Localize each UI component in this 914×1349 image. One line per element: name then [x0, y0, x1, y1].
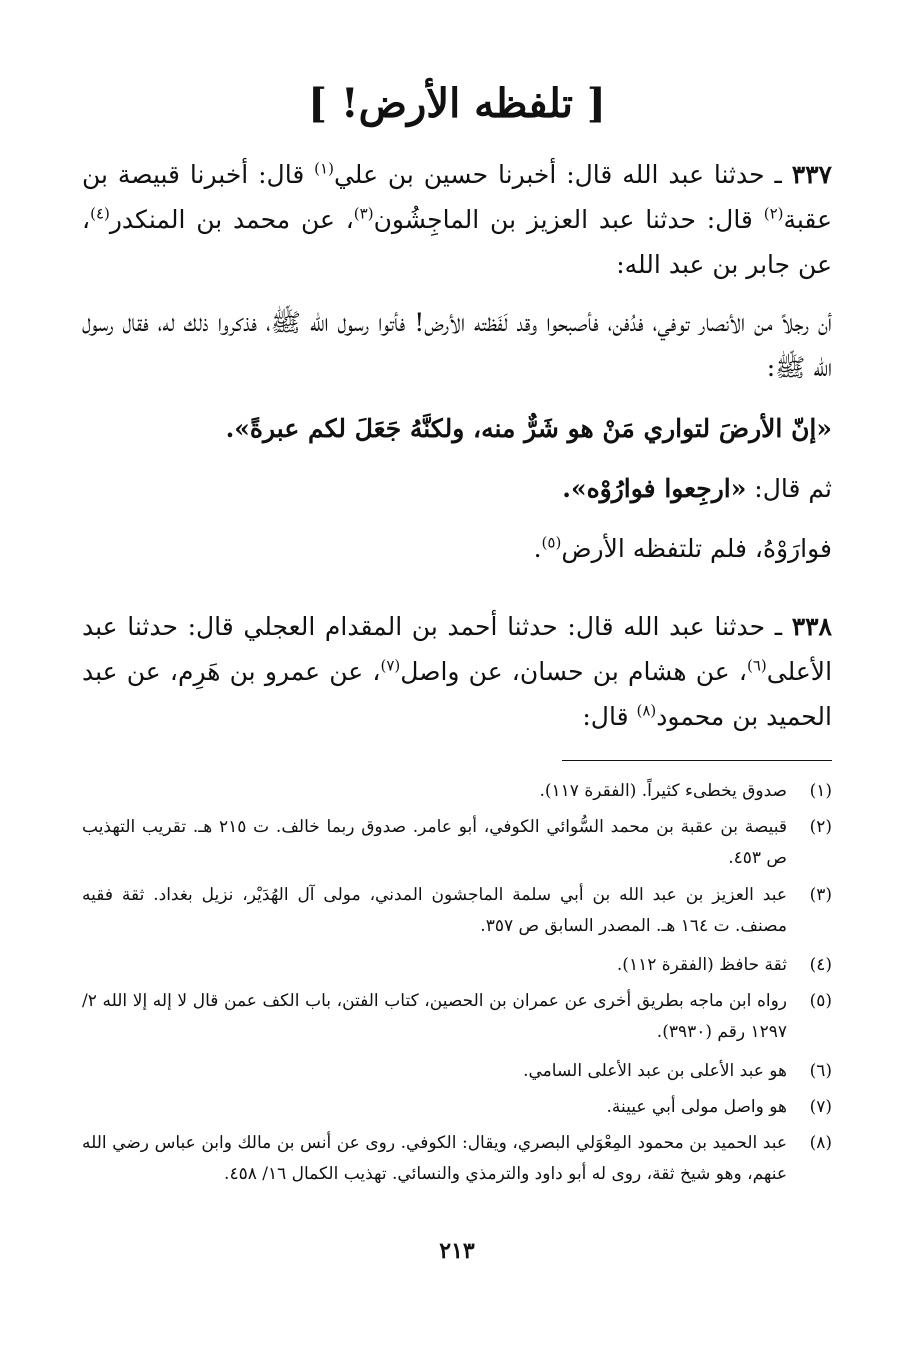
page-number: ٢١٣	[439, 1238, 475, 1264]
footnote-text: ثقة حافظ (الفقرة ١١٢).	[616, 955, 787, 975]
isnad-text: ، عن محمد بن المنكدر	[109, 205, 354, 234]
isnad-text: قال: أخبرنا قبيصة بن عقبة	[82, 160, 832, 234]
footnote-number: (٧)	[809, 1097, 832, 1117]
footnote-text: هو عبد الأعلى بن عبد الأعلى السامي.	[523, 1061, 787, 1081]
hadith-337-story: أن رجلاً من الأنصار توفي، فدُفن، فأصبحوا وقد لَفَظته الأرض! فأتوا رسول الله ﷺ، فذكروا ذلك له، فقال رسول الله ﷺ:	[82, 308, 832, 382]
footnote-ref[interactable]: (٤)	[90, 204, 110, 223]
footnote-ref[interactable]: (٣)	[353, 204, 374, 223]
isnad-text: قال: حدثنا عبد العزيز بن الماجِشُون	[373, 205, 764, 234]
section-title: [ تلفظه الأرض! ]	[308, 80, 606, 127]
hadith-337-isnad	[82, 152, 832, 287]
footnote-5	[82, 986, 832, 1048]
footnote-number: (٣)	[809, 885, 832, 905]
hadith-337-end	[82, 526, 832, 571]
isnad-text: ، عن هشام بن حسان، عن واصل	[400, 657, 747, 686]
footnote-2	[82, 812, 832, 874]
footnote-ref[interactable]: (٧)	[380, 656, 401, 675]
hadith-337-quote: «إنّ الأرضَ لتواري مَنْ هو شَرٌّ منه، ولكنَّهُ جَعَلَ لكم عبرةً».	[225, 414, 832, 443]
footnote-text: هو واصل مولى أبي عيينة.	[606, 1097, 787, 1117]
footnote-7	[82, 1092, 832, 1123]
footnote-6	[82, 1056, 832, 1087]
isnad-text: ـ حدثنا عبد الله قال: أخبرنا حسين بن علي	[333, 160, 792, 189]
footnote-ref[interactable]: (٥)	[541, 533, 562, 552]
footnote-number: (٨)	[809, 1133, 832, 1153]
footnote-number: (٦)	[809, 1061, 832, 1081]
footnote-3	[82, 880, 832, 942]
prophet-quote: «ارجِعوا فوارُوْه».	[562, 474, 747, 503]
hadith-number: ٣٣٨	[791, 612, 832, 641]
footnote-text: رواه ابن ماجه بطريق أخرى عن عمران بن الحصين، كتاب الفتن، باب الكف عمن قال لا إله إلا الله ٢/ ١٢٩٧ رقم (٣٩٣٠).	[82, 991, 787, 1042]
isnad-text: ، عن عمرو بن هَرِم، عن عبد الحميد بن محمود	[82, 657, 832, 731]
hadith-338-isnad	[82, 604, 832, 739]
footnote-8	[82, 1128, 832, 1190]
footnote-1	[82, 776, 832, 807]
footnote-number: (٢)	[809, 817, 832, 837]
narration-text: فوارَوْهُ، فلم تلتفظه الأرض	[561, 534, 832, 563]
footnote-ref[interactable]: (٨)	[636, 701, 657, 720]
footnote-ref[interactable]: (١)	[314, 159, 334, 178]
isnad-text: ـ حدثنا عبد الله قال: حدثنا أحمد بن المقدام العجلي قال: حدثنا عبد الأعلى	[82, 612, 833, 686]
footnote-number: (٥)	[809, 991, 832, 1011]
hadith-number: ٣٣٧	[791, 160, 832, 189]
footnote-ref[interactable]: (٢)	[763, 204, 784, 223]
footnote-ref[interactable]: (٦)	[747, 656, 767, 675]
footnote-number: (١)	[809, 781, 832, 801]
hadith-337-then	[82, 466, 832, 511]
isnad-text: قال:	[582, 702, 637, 731]
footnote-divider	[562, 760, 832, 761]
narration-text: ثم قال:	[746, 474, 832, 503]
isnad-text: ، عن جابر بن عبد الله:	[82, 205, 832, 279]
footnote-text: صدوق يخطىء كثيراً. (الفقرة ١١٧).	[539, 781, 787, 801]
footnote-text: عبد العزيز بن عبد الله بن أبي سلمة الماجشون المدني، مولى آل الهُدَيْر، نزيل بغداد. ثقة فقيه مصنف. ت ١٦٤ هـ. المصدر السابق ص ٣٥٧.	[82, 885, 787, 936]
narration-text: .	[533, 534, 542, 563]
footnote-4	[82, 950, 832, 981]
footnote-text: عبد الحميد بن محمود المِعْوَلي البصري، ويقال: الكوفي. روى عن أنس بن مالك وابن عباس رضي الله عنهم، وهو شيخ ثقة، روى له أبو داود والترمذي والنسائي. تهذيب الكمال ١٦/ ٤٥٨.	[82, 1133, 787, 1184]
footnote-number: (٤)	[809, 955, 832, 975]
footnote-text: قبيصة بن عقبة بن محمد السُّوائي الكوفي، أبو عامر. صدوق ربما خالف. ت ٢١٥ هـ. تقريب التهذيب ص ٤٥٣.	[82, 817, 788, 868]
